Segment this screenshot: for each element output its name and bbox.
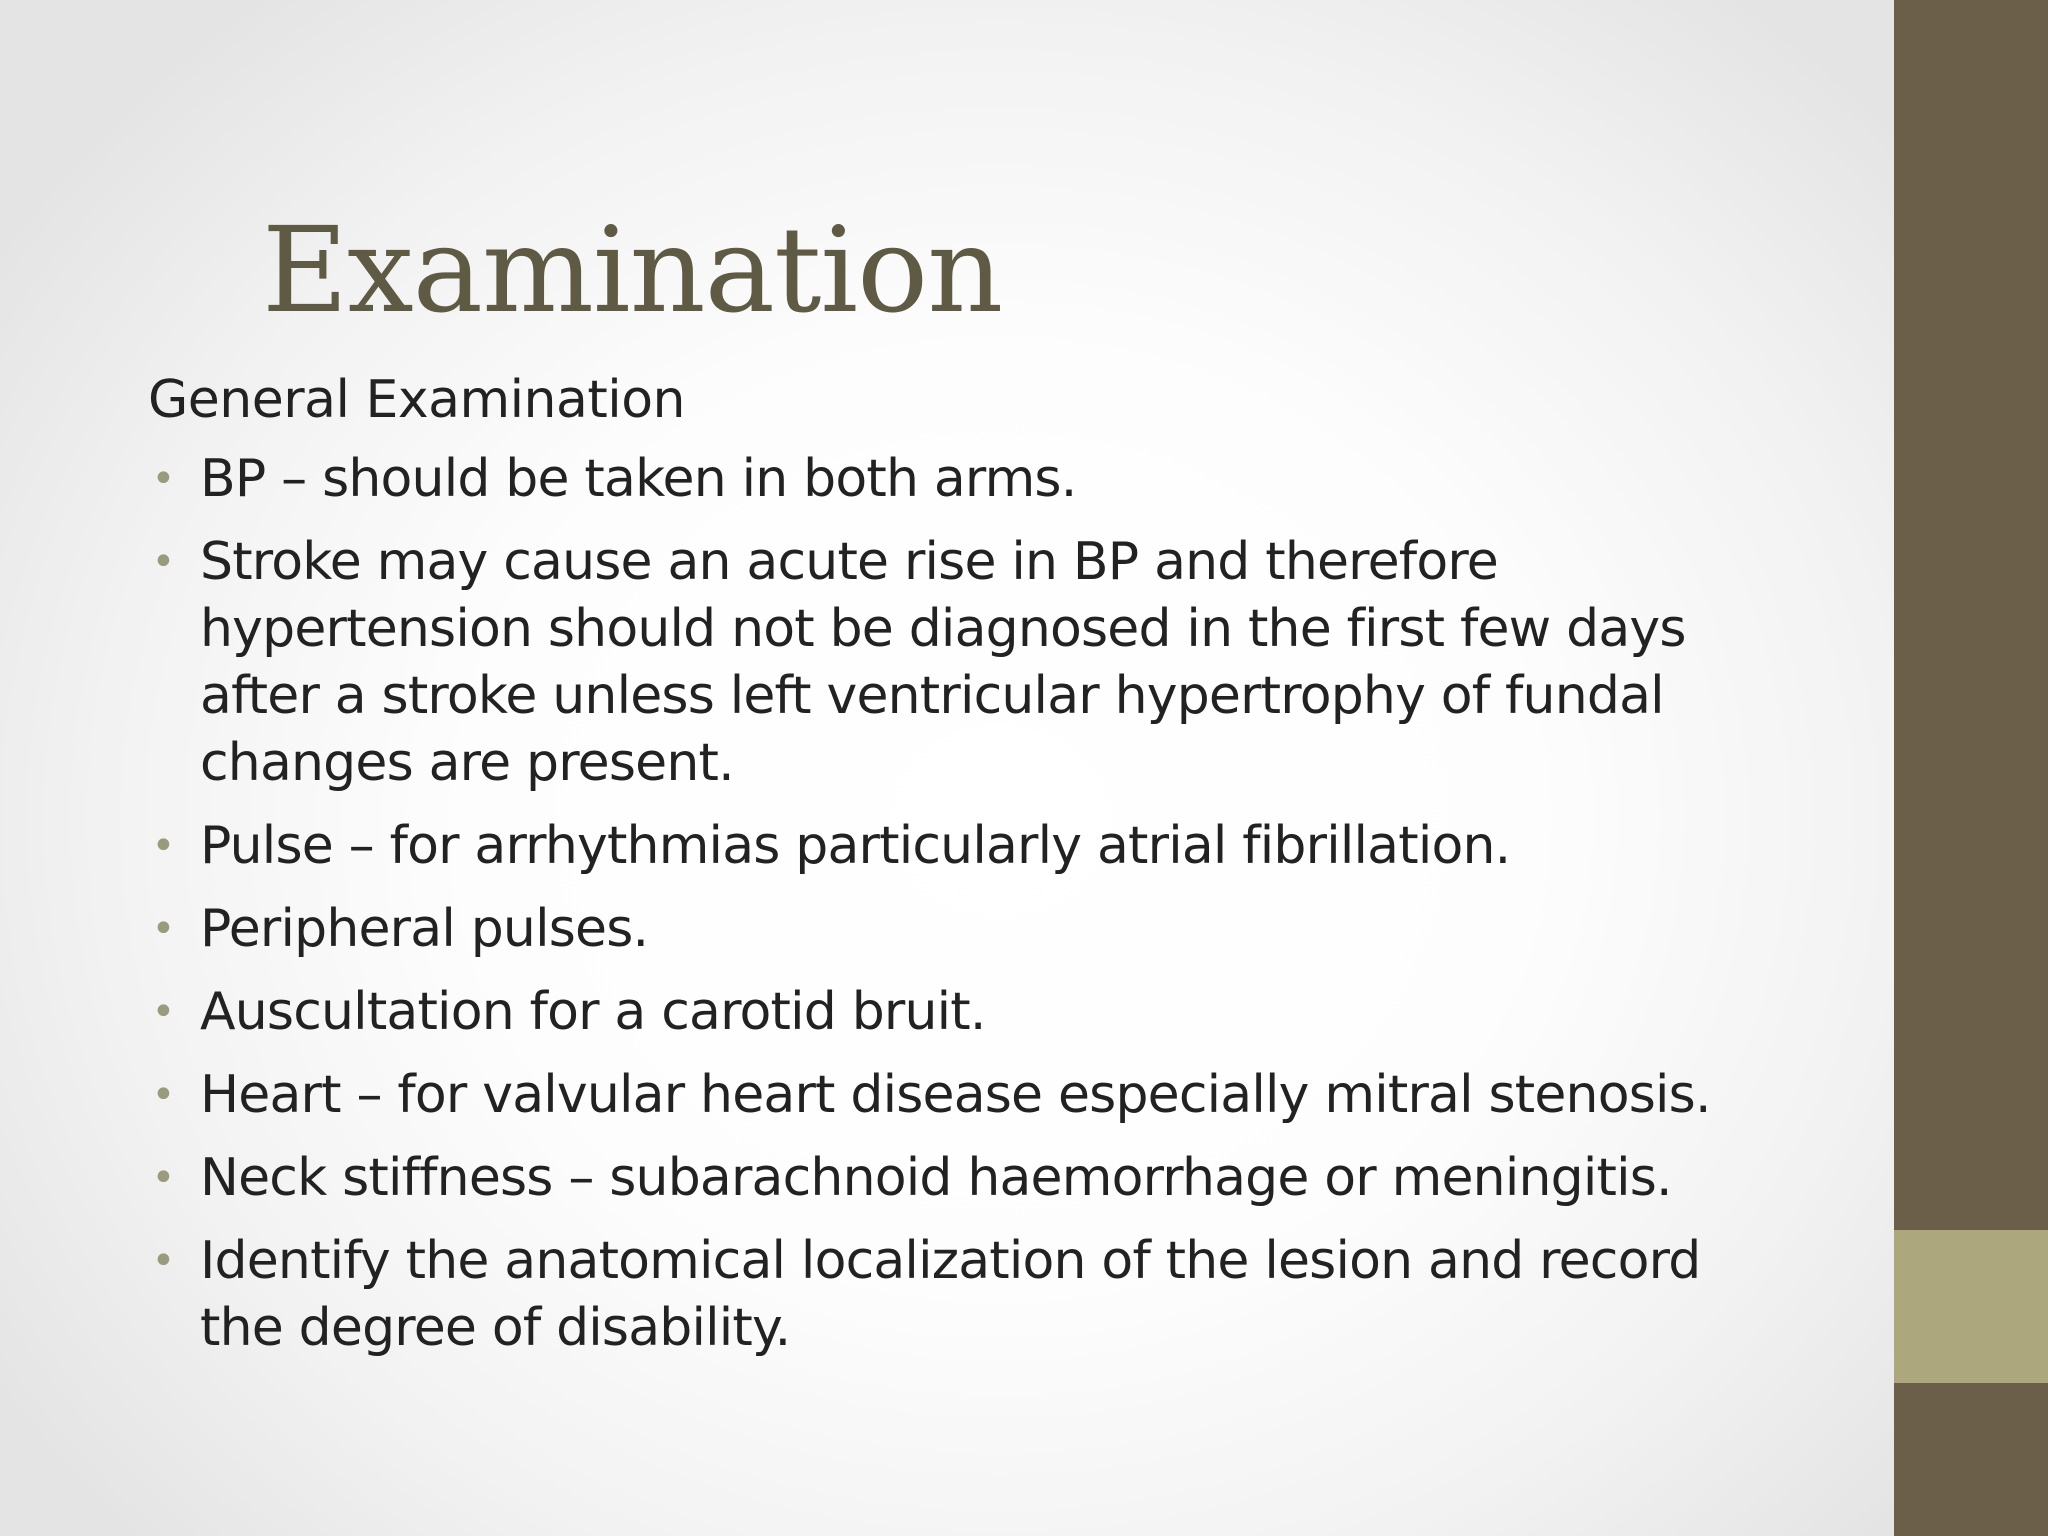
bullet-text: Heart – for valvular heart disease especially mitral stenosis. <box>200 1065 1711 1125</box>
bullet-dot-icon: • <box>151 823 175 869</box>
bullet-dot-icon: • <box>151 456 175 502</box>
bullet-dot-icon: • <box>151 1238 175 1284</box>
bullet-item <box>148 1062 1738 1129</box>
bullet-dot-icon: • <box>151 1072 175 1118</box>
bullet-text: Identify the anatomical localization of the lesion and record the degree of disability. <box>200 1231 1701 1358</box>
bullet-item <box>148 1228 1738 1362</box>
bullet-text: Neck stiffness – subarachnoid haemorrhage or meningitis. <box>200 1148 1672 1208</box>
side-bar-accent <box>1894 1230 2048 1383</box>
bullet-dot-icon: • <box>151 1155 175 1201</box>
bullet-item <box>148 446 1738 513</box>
bullet-item <box>148 813 1738 880</box>
bullet-list <box>148 446 1738 1362</box>
bullet-item <box>148 896 1738 963</box>
bullet-dot-icon: • <box>151 989 175 1035</box>
slide-content <box>148 364 1738 1378</box>
bullet-dot-icon: • <box>151 539 175 585</box>
bullet-text: Peripheral pulses. <box>200 899 649 959</box>
bullet-dot-icon: • <box>151 906 175 952</box>
bullet-item <box>148 529 1738 797</box>
bullet-text: BP – should be taken in both arms. <box>200 449 1077 509</box>
bullet-text: Stroke may cause an acute rise in BP and therefore hypertension should not be diagnosed in the first few days after a stroke unless left ventricular hypertrophy of fundal changes are present. <box>200 532 1686 793</box>
bullet-text: Pulse – for arrhythmias particularly atrial fibrillation. <box>200 816 1511 876</box>
bullet-item <box>148 1145 1738 1212</box>
subheading: General Examination <box>148 370 685 430</box>
bullet-text: Auscultation for a carotid bruit. <box>200 982 986 1042</box>
bullet-item <box>148 979 1738 1046</box>
slide-title: Examination <box>262 201 1003 339</box>
